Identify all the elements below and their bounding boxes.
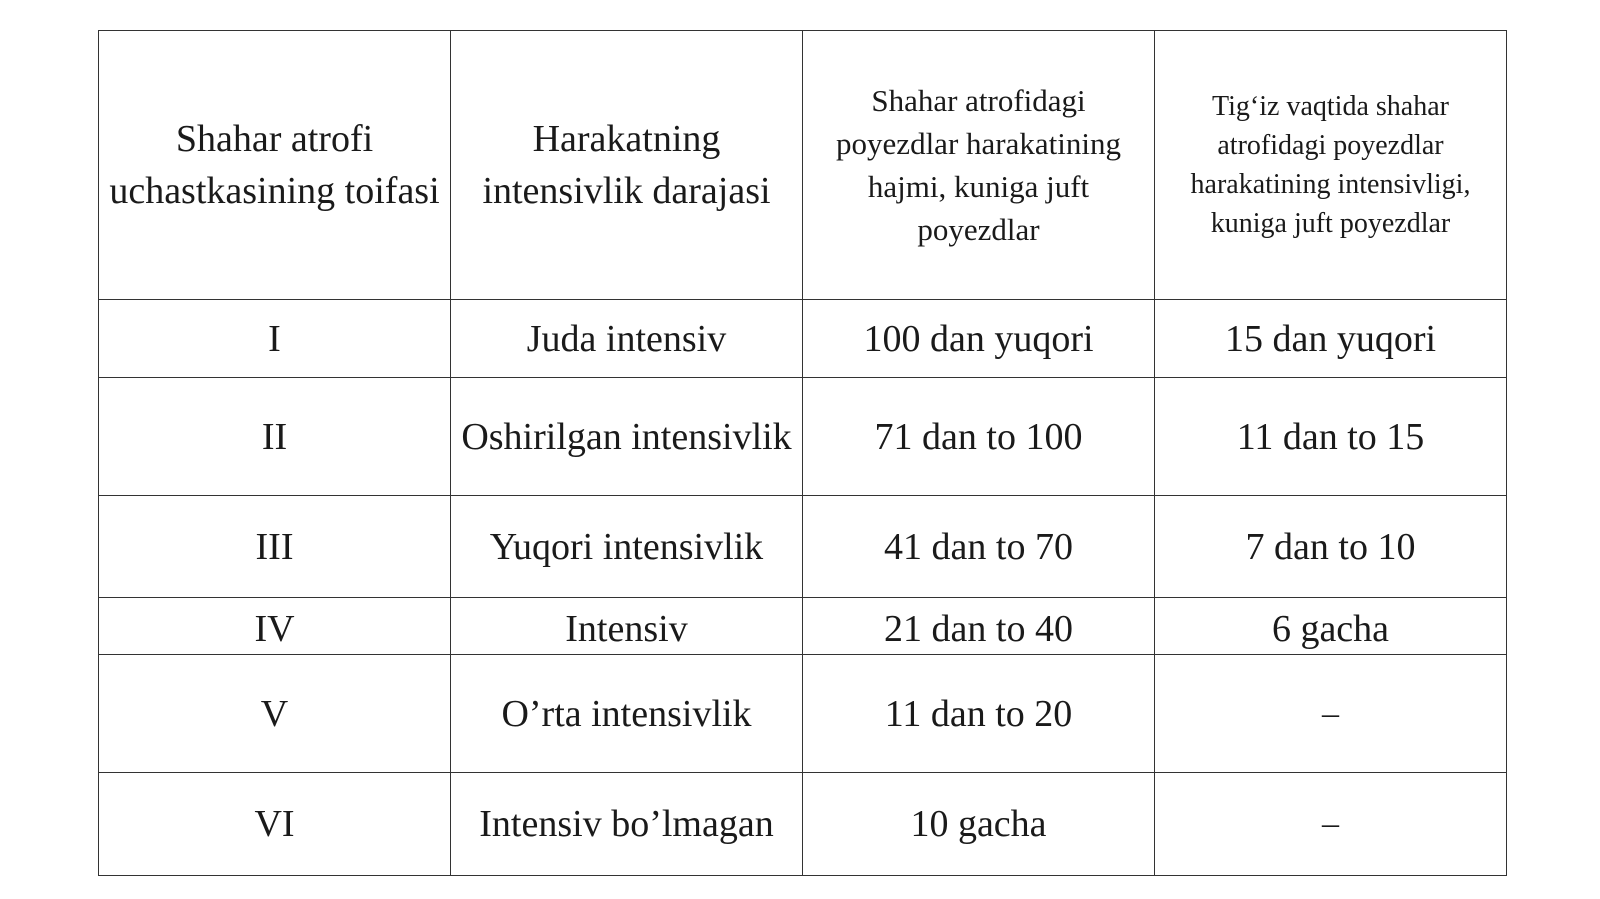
- cell-category: VI: [99, 773, 451, 876]
- table-row: [99, 598, 1507, 655]
- cell-daily-volume: 10 gacha: [803, 773, 1155, 876]
- cell-category: II: [99, 378, 451, 496]
- cell-daily-volume: 21 dan to 40: [803, 598, 1155, 655]
- cell-intensity-level: O’rta intensivlik: [451, 655, 803, 773]
- table-header: [99, 31, 1507, 300]
- table-row: [99, 300, 1507, 378]
- header-intensity-level: Harakatning intensivlik darajasi: [451, 31, 803, 300]
- table-body: [99, 300, 1507, 876]
- cell-peak-intensity: 11 dan to 15: [1155, 378, 1507, 496]
- header-peak-intensity: Tig‘iz vaqtida shahar atrofidagi poyezdlar harakatining intensivligi, kuniga juft poyezdlar: [1155, 31, 1507, 300]
- cell-daily-volume: 41 dan to 70: [803, 496, 1155, 598]
- cell-intensity-level: Intensiv: [451, 598, 803, 655]
- cell-category: I: [99, 300, 451, 378]
- cell-peak-intensity: –: [1155, 655, 1507, 773]
- cell-peak-intensity: –: [1155, 773, 1507, 876]
- intensity-table: [98, 30, 1507, 876]
- cell-intensity-level: Oshirilgan intensivlik: [451, 378, 803, 496]
- table-row: [99, 496, 1507, 598]
- cell-category: III: [99, 496, 451, 598]
- cell-daily-volume: 100 dan yuqori: [803, 300, 1155, 378]
- cell-daily-volume: 11 dan to 20: [803, 655, 1155, 773]
- table-row: [99, 773, 1507, 876]
- cell-peak-intensity: 15 dan yuqori: [1155, 300, 1507, 378]
- header-category: Shahar atrofi uchastkasining toifasi: [99, 31, 451, 300]
- table-row: [99, 378, 1507, 496]
- cell-category: IV: [99, 598, 451, 655]
- header-daily-volume: Shahar atrofidagi poyezdlar harakatining hajmi, kuniga juft poyezdlar: [803, 31, 1155, 300]
- cell-intensity-level: Juda intensiv: [451, 300, 803, 378]
- cell-intensity-level: Yuqori intensivlik: [451, 496, 803, 598]
- cell-category: V: [99, 655, 451, 773]
- cell-intensity-level: Intensiv bo’lmagan: [451, 773, 803, 876]
- header-row: [99, 31, 1507, 300]
- table-row: [99, 655, 1507, 773]
- cell-peak-intensity: 6 gacha: [1155, 598, 1507, 655]
- cell-daily-volume: 71 dan to 100: [803, 378, 1155, 496]
- cell-peak-intensity: 7 dan to 10: [1155, 496, 1507, 598]
